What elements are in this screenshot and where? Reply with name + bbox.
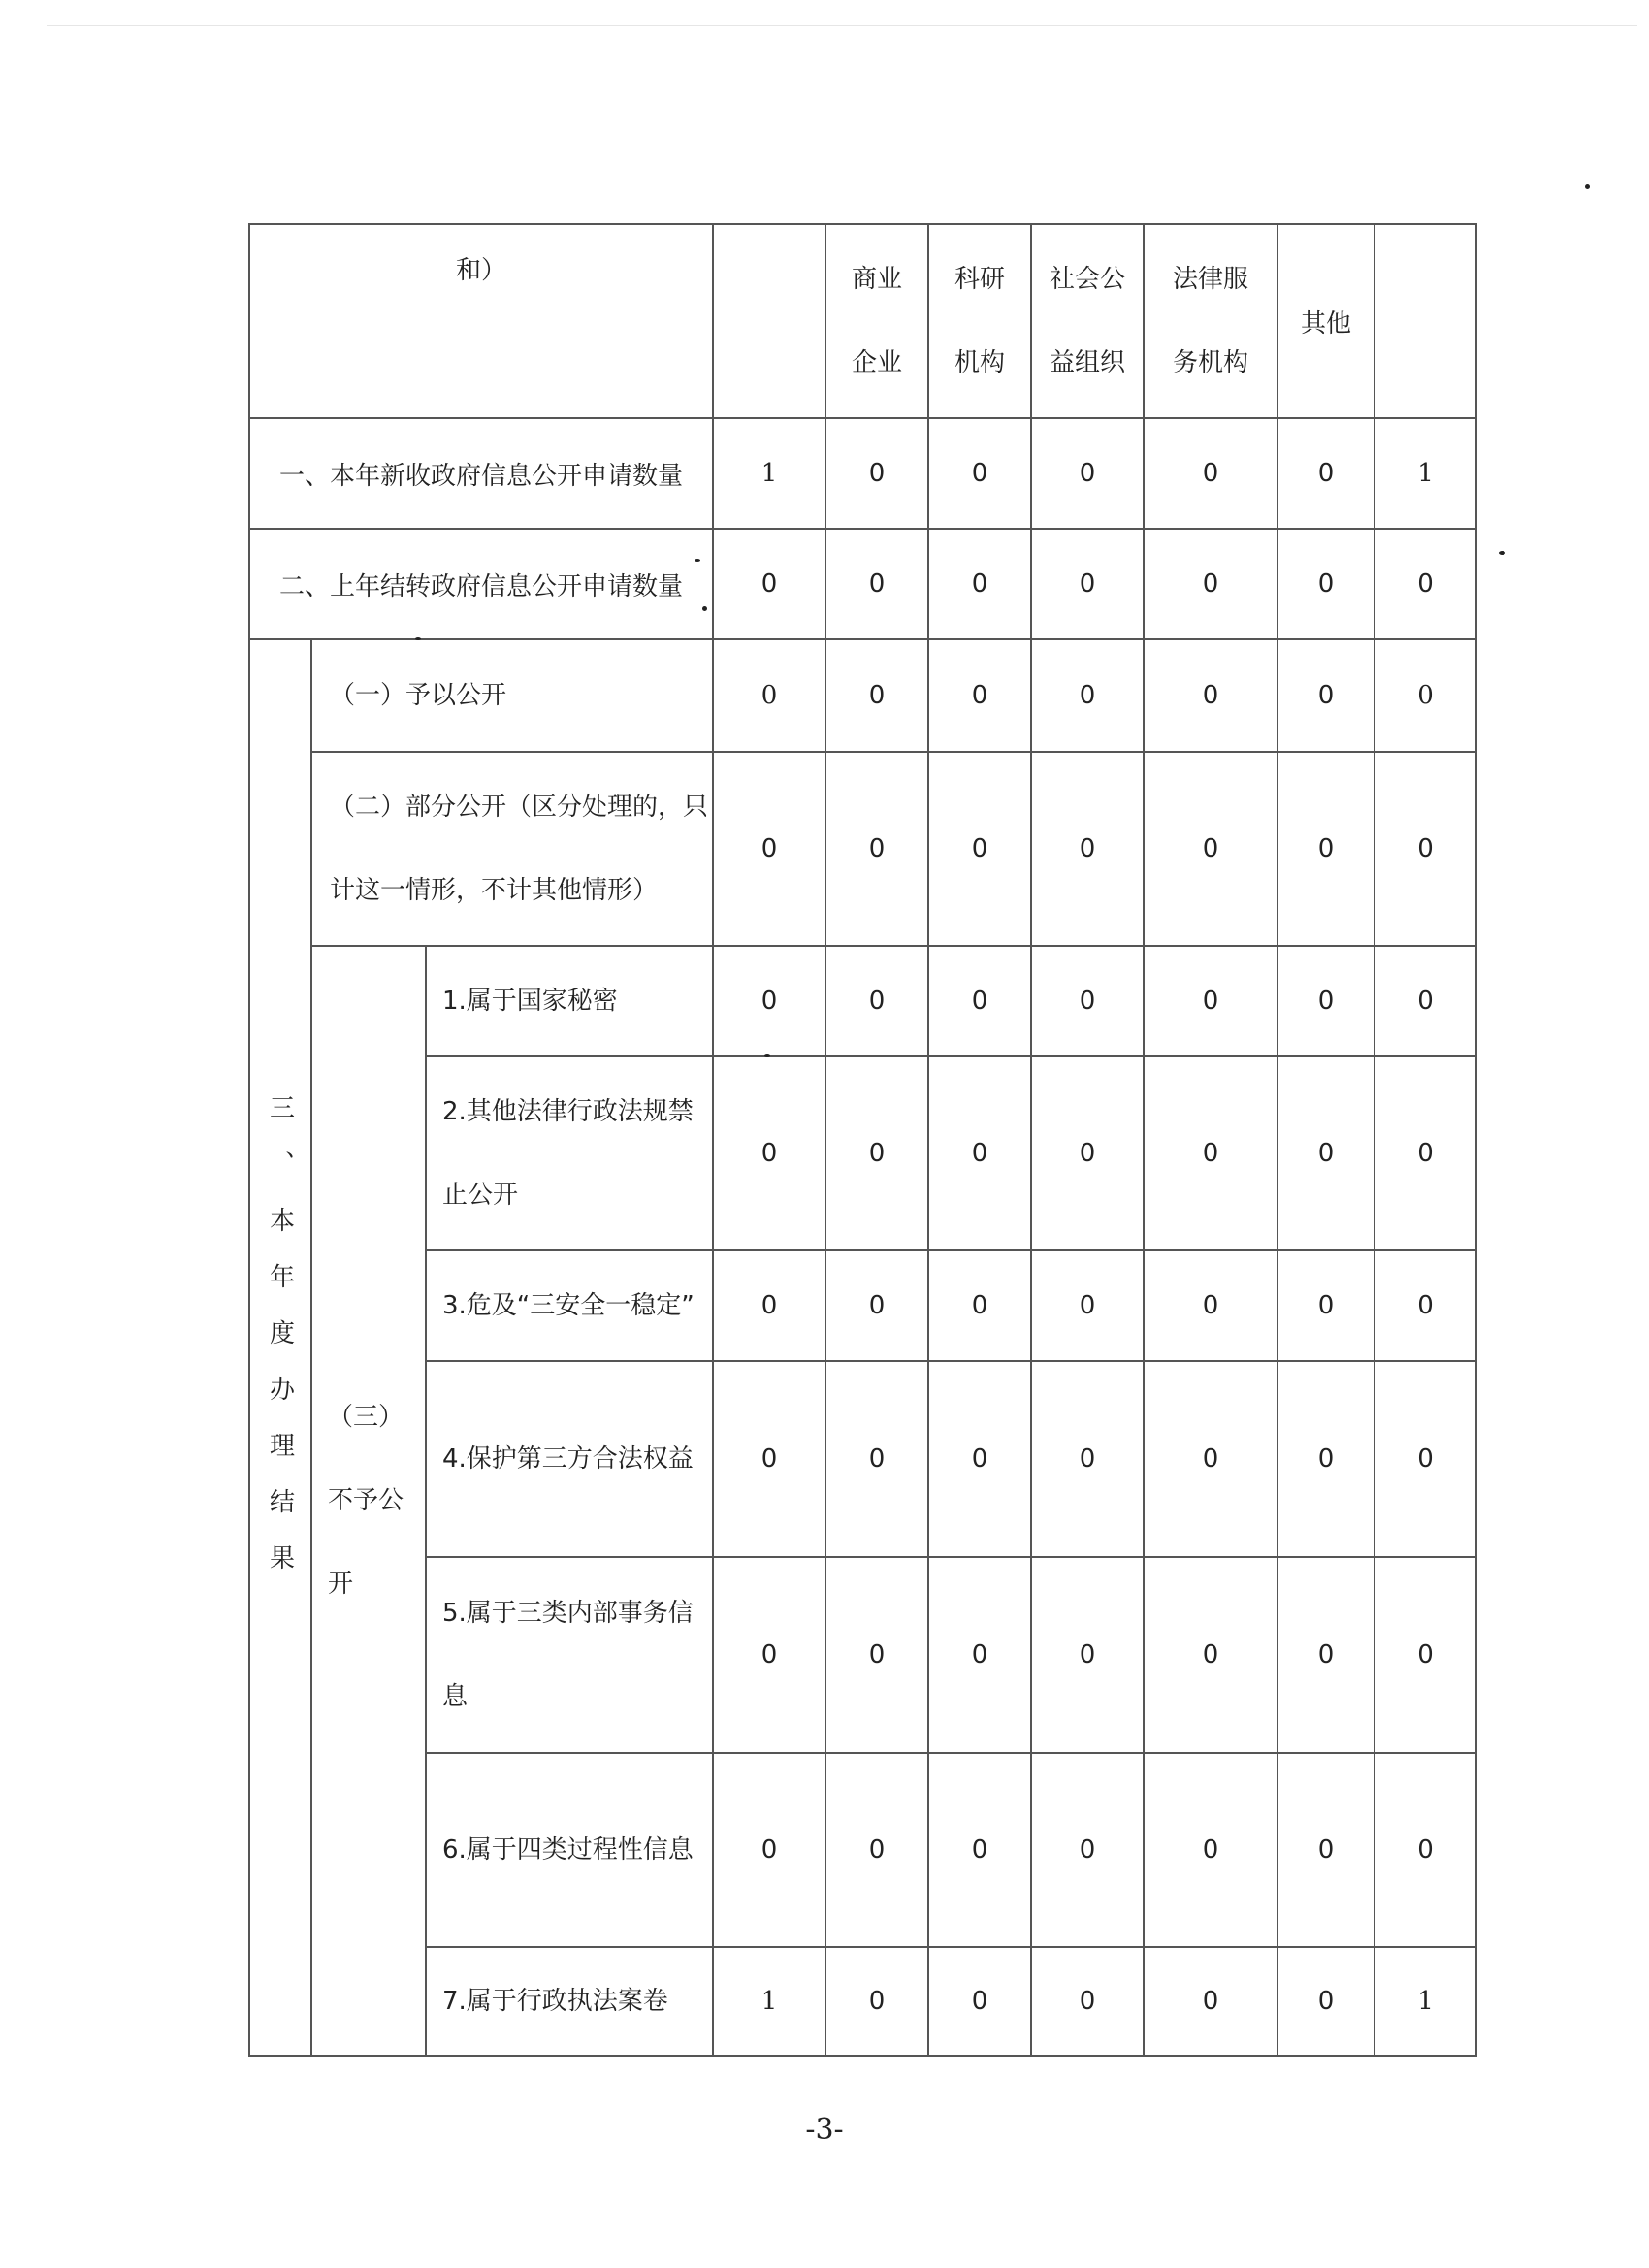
value-cell: 0 [713, 1557, 825, 1753]
reason-label: 7.属于行政执法案卷 [426, 1947, 713, 2056]
value-cell: 1 [713, 418, 825, 529]
value-cell: 1 [1374, 418, 1476, 529]
value-cell: 0 [1277, 946, 1374, 1056]
table-header-row [249, 224, 1476, 418]
value-cell: 0 [928, 1753, 1031, 1947]
page-number: -3- [805, 2113, 844, 2147]
header-col-commercial: 商业 企业 [825, 224, 928, 418]
scan-speck [764, 1054, 770, 1057]
value-cell: 0 [1277, 752, 1374, 946]
value-cell: 1 [713, 1947, 825, 2056]
value-cell: 0 [1031, 418, 1144, 529]
header-col-other: 其他 [1277, 224, 1374, 418]
row-label-carried-over: 二、上年结转政府信息公开申请数量 [249, 529, 713, 639]
value-cell: 0 [1031, 752, 1144, 946]
value-cell: 0 [713, 1250, 825, 1361]
value-cell: 0 [1144, 946, 1277, 1056]
table-row [249, 529, 1476, 639]
value-cell: 0 [928, 1250, 1031, 1361]
value-cell: 0 [825, 946, 928, 1056]
value-cell: 0 [928, 1947, 1031, 2056]
row-label-non-disclose: （三）不予公开 [311, 946, 426, 2056]
value-cell: 0 [1277, 1361, 1374, 1557]
value-cell: 0 [1144, 1753, 1277, 1947]
row-label-new-requests: 一、本年新收政府信息公开申请数量 [249, 418, 713, 529]
value-cell: 0 [928, 418, 1031, 529]
value-cell: 0 [1144, 1250, 1277, 1361]
value-cell: 0 [1144, 418, 1277, 529]
value-cell: 0 [825, 1753, 928, 1947]
value-cell: 0 [928, 1056, 1031, 1250]
value-cell: 0 [1374, 946, 1476, 1056]
value-cell: 0 [713, 1361, 825, 1557]
value-cell: 0 [825, 752, 928, 946]
scan-speck [415, 637, 421, 640]
table-row [249, 1056, 1476, 1250]
value-cell: 0 [1277, 1056, 1374, 1250]
table-row [249, 946, 1476, 1056]
value-cell: 0 [928, 946, 1031, 1056]
reason-label: 6.属于四类过程性信息 [426, 1753, 713, 1947]
value-cell: 0 [1374, 1361, 1476, 1557]
header-col-legal-service: 法律服 务机构 [1144, 224, 1277, 418]
table-row [249, 1557, 1476, 1753]
value-cell: 0 [825, 639, 928, 752]
value-cell: 0 [1144, 1361, 1277, 1557]
value-cell: 0 [1374, 1056, 1476, 1250]
table-row [249, 1250, 1476, 1361]
value-cell: 0 [1374, 639, 1476, 752]
reason-label: 2.其他法律行政法规禁止公开 [426, 1056, 713, 1250]
value-cell: 0 [1031, 1250, 1144, 1361]
table-row [249, 418, 1476, 529]
table-row [249, 1753, 1476, 1947]
value-cell: 0 [928, 639, 1031, 752]
reason-label: 5.属于三类内部事务信息 [426, 1557, 713, 1753]
value-cell: 0 [1031, 1947, 1144, 2056]
section3-label: 三、本年度办理结果 [249, 639, 311, 2056]
header-col-research: 科研 机构 [928, 224, 1031, 418]
value-cell: 0 [928, 529, 1031, 639]
value-cell: 0 [928, 1361, 1031, 1557]
value-cell: 0 [825, 529, 928, 639]
table-row [249, 752, 1476, 946]
value-cell: 0 [1031, 1056, 1144, 1250]
value-cell: 0 [1277, 529, 1374, 639]
reason-label: 4.保护第三方合法权益 [426, 1361, 713, 1557]
value-cell: 0 [1374, 529, 1476, 639]
value-cell: 0 [825, 1056, 928, 1250]
value-cell: 0 [1144, 529, 1277, 639]
value-cell: 0 [713, 1056, 825, 1250]
value-cell: 0 [1144, 1557, 1277, 1753]
value-cell: 1 [1374, 1947, 1476, 2056]
value-cell: 0 [1031, 1753, 1144, 1947]
value-cell: 0 [713, 529, 825, 639]
value-cell: 0 [1031, 639, 1144, 752]
value-cell: 0 [713, 946, 825, 1056]
reason-label: 1.属于国家秘密 [426, 946, 713, 1056]
value-cell: 0 [825, 1557, 928, 1753]
value-cell: 0 [1277, 1947, 1374, 2056]
table-row [249, 639, 1476, 752]
row-label-partial: （二）部分公开（区分处理的，只计这一情形，不计其他情形） [311, 752, 713, 946]
value-cell: 0 [1277, 1557, 1374, 1753]
scan-speck [695, 559, 700, 562]
value-cell: 0 [713, 752, 825, 946]
scan-speck [1585, 184, 1590, 189]
value-cell: 0 [1374, 752, 1476, 946]
value-cell: 0 [928, 1557, 1031, 1753]
table-row [249, 1947, 1476, 2056]
header-blank-cell [713, 224, 825, 418]
page-top-edge [47, 25, 1637, 26]
value-cell: 0 [1031, 946, 1144, 1056]
value-cell: 0 [1277, 1753, 1374, 1947]
value-cell: 0 [825, 418, 928, 529]
table-row [249, 1361, 1476, 1557]
value-cell: 0 [825, 1250, 928, 1361]
value-cell: 0 [1144, 752, 1277, 946]
scan-speck [1499, 551, 1505, 555]
value-cell: 0 [1374, 1753, 1476, 1947]
scan-speck [702, 606, 707, 611]
value-cell: 0 [1374, 1557, 1476, 1753]
value-cell: 0 [928, 752, 1031, 946]
value-cell: 0 [1374, 1250, 1476, 1361]
header-left-label: 和） [249, 224, 713, 418]
value-cell: 0 [1277, 1250, 1374, 1361]
header-col-public-welfare: 社会公 益组织 [1031, 224, 1144, 418]
disclosure-statistics-table [248, 223, 1477, 2057]
value-cell: 0 [1277, 418, 1374, 529]
row-label-disclose: （一）予以公开 [311, 639, 713, 752]
reason-label: 3.危及“三安全一稳定” [426, 1250, 713, 1361]
value-cell: 0 [1031, 529, 1144, 639]
value-cell: 0 [1031, 1361, 1144, 1557]
value-cell: 0 [1144, 1947, 1277, 2056]
value-cell: 0 [1144, 639, 1277, 752]
value-cell: 0 [713, 639, 825, 752]
value-cell: 0 [825, 1947, 928, 2056]
header-col-total [1374, 224, 1476, 418]
value-cell: 0 [713, 1753, 825, 1947]
value-cell: 0 [1144, 1056, 1277, 1250]
value-cell: 0 [1031, 1557, 1144, 1753]
value-cell: 0 [825, 1361, 928, 1557]
value-cell: 0 [1277, 639, 1374, 752]
